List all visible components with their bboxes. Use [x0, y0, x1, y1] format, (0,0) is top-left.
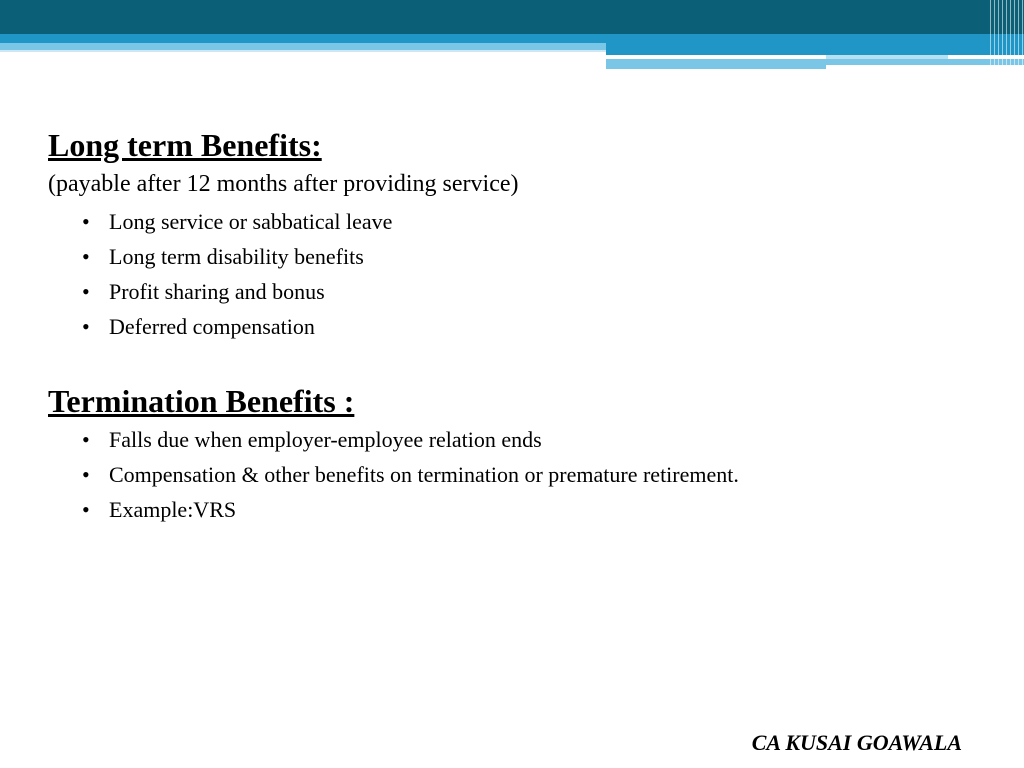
- list-item-text: Long term disability benefits: [109, 244, 364, 269]
- section-spacer: [48, 344, 988, 380]
- list-item-text: Falls due when employer-employee relation ends: [109, 427, 542, 452]
- termination-benefits-list: [48, 422, 988, 527]
- header-band-light: [0, 43, 606, 50]
- bullet-icon: •: [82, 462, 90, 487]
- list-item: [48, 457, 988, 492]
- footer-author: CA KUSAI GOAWALA: [751, 730, 962, 755]
- list-item-text: Profit sharing and bonus: [109, 279, 325, 304]
- list-item-text: Example:VRS: [109, 497, 237, 522]
- bullet-icon: •: [82, 497, 90, 522]
- long-term-benefits-heading: Long term Benefits:: [48, 127, 322, 163]
- bullet-icon: •: [82, 209, 90, 234]
- header-stripes: [990, 0, 1024, 69]
- list-item: [48, 492, 988, 527]
- header-band-right-a: [606, 43, 1024, 55]
- list-item: [48, 204, 988, 239]
- bullet-icon: •: [82, 314, 90, 339]
- list-item: [48, 422, 988, 457]
- list-item: [48, 274, 988, 309]
- header-band-dark: [0, 0, 1024, 34]
- list-item-text: Deferred compensation: [109, 314, 315, 339]
- list-item: [48, 239, 988, 274]
- list-item-text: Long service or sabbatical leave: [109, 209, 393, 234]
- header-band-mid: [0, 34, 1024, 43]
- long-term-benefits-list: [48, 204, 988, 344]
- termination-benefits-heading: Termination Benefits :: [48, 383, 355, 419]
- long-term-benefits-subtitle: (payable after 12 months after providing service): [48, 171, 519, 197]
- list-item-text: Compensation & other benefits on termination or premature retirement.: [109, 462, 739, 487]
- header-band-light-thin: [0, 50, 606, 52]
- bullet-icon: •: [82, 427, 90, 452]
- bullet-icon: •: [82, 279, 90, 304]
- list-item: [48, 309, 988, 344]
- bullet-icon: •: [82, 244, 90, 269]
- slide-content: [48, 124, 988, 527]
